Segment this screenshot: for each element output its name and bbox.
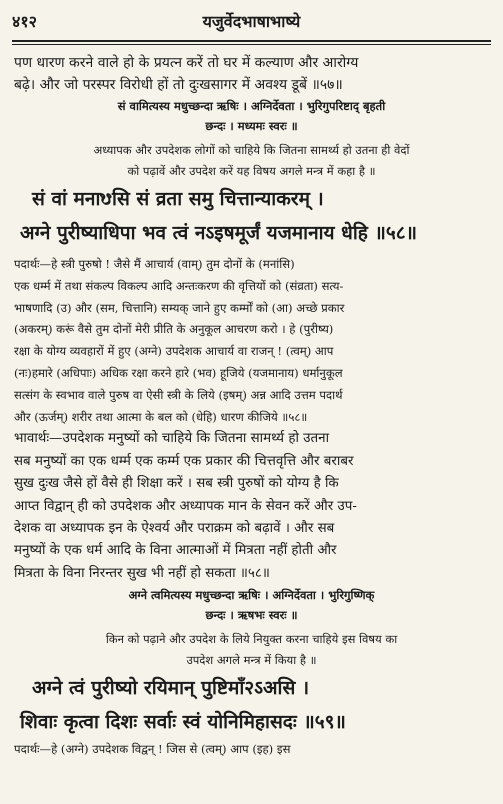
rishi-line: अग्ने त्वमित्यस्य मधुच्छन्दा ऋषिः । अग्निर्देवता । भुरिगुष्णिक् <box>128 588 375 603</box>
padartha-line: एक धर्म्म में तथा संकल्प विकल्प आदि अन्तःकरण की वृत्तियों को (संव्रता) सत्य- <box>14 278 344 293</box>
padartha-line: भाषणादि (उ) और (सम, चित्तानि) सम्यक् जाने हुए कर्म्मों को (आ) अच्छे प्रकार <box>14 300 345 315</box>
page-content <box>14 52 489 761</box>
mantra-line: सं वां मनाᳪसि सं व्रता समु चित्तान्याकरम् । <box>32 188 324 210</box>
intro-line: किन को पढ़ाने और उपदेश के लिये नियुक्त करना चाहिये इस विषय का <box>105 632 398 647</box>
text-line: पण धारण करने वाले हो के प्रयत्न करें तो घर में कल्याण और आरोग्य <box>14 55 359 71</box>
intro-line: उपदेश अगले मन्त्र में किया है ॥ <box>186 653 317 668</box>
padartha-line: (अकरम्) करूं वैसे तुम दोनों मेरी प्रीति के अनुकूल आचरण करो । हे (पुरीष्य) <box>14 322 334 337</box>
bhavartha-line: मित्रता के विना निरन्तर सुख भी नहीं हो सकता ॥५८॥ <box>14 565 270 581</box>
bhavartha-line: मनुष्यों के एक धर्म आदि के विना आत्माओं में मित्रता नहीं होती और <box>14 543 337 559</box>
header-rule-thin <box>12 44 491 45</box>
page-number: ४१२ <box>12 12 37 31</box>
rishi-line: सं वामित्यस्य मधुच्छन्दा ऋषिः । अग्निर्देवता । भुरिगुपरिष्टाद् बृहती <box>117 99 386 113</box>
chhanda-line: छन्दः । मध्यमः स्वरः ॥ <box>205 119 298 133</box>
page-header <box>12 8 491 34</box>
padartha-line: (नः)हमारे (अधिपाः) अधिक रक्षा करने हारे (भव) हूजिये (यजमानाय) धर्मानुकूल <box>14 365 343 380</box>
mantra-line: शिवाः कृत्वा दिशः सर्वाः स्वं योनिमिहासदः ॥५९॥ <box>20 711 346 734</box>
bhavartha-line: सब मनुष्यों का एक धर्म्म एक कर्म्म एक प्रकार की चित्तवृत्ति और बराबर <box>14 453 354 469</box>
padartha-line: पदार्थः—हे (अग्ने) उपदेशक विद्वन् ! जिस से (त्वम्) आप (इह) इस <box>14 742 291 757</box>
mantra-line: अग्ने त्वं पुरीष्यो रयिमान् पुष्टिमाँ२ऽअसि । <box>32 677 310 700</box>
mantra-line: अग्ने पुरीष्याधिपा भव त्वं नऽइषमूर्जं यजमानाय धेहि ॥५८॥ <box>20 222 418 244</box>
header-rule <box>12 40 491 42</box>
chhanda-line: छन्दः । ऋषभः स्वरः ॥ <box>205 608 298 623</box>
text-line: बढ़े। और जो परस्पर विरोधी हों तो दुःखसागर में अवश्य डूबें ॥५७॥ <box>14 77 343 93</box>
bhavartha-line: सुख दुःख जैसे हों वैसे ही शिक्षा करें । सब स्त्री पुरुषों को योग्य है कि <box>14 476 339 492</box>
intro-line: को पढ़ावें और उपदेश करें यह विषय अगले मन्त्र में कहा है ॥ <box>127 164 376 178</box>
padartha-line: सत्संग के स्वभाव वाले पुरुष वा ऐसी स्त्री के लिये (इषम्) अन्न आदि उत्तम पदार्थ <box>14 387 343 402</box>
padartha-line: रक्षा के योग्य व्यवहारों में हुए (अग्ने) उपदेशक आचार्य वा राजन् ! (त्वम्) आप <box>14 344 334 359</box>
running-title: यजुर्वेदभाषाभाष्ये <box>202 12 301 31</box>
bhavartha-line: देशक वा अध्यापक इन के ऐश्वर्य और पराक्रम को बढ़ावें । और सब <box>14 521 335 536</box>
padartha-line: पदार्थः—हे स्त्री पुरुषो ! जैसे मैं आचार्य (वाम्) तुम दोनों के (मनांसि) <box>14 257 295 271</box>
intro-line: अध्यापक और उपदेशक लोगों को चाहिये कि जितना सामर्थ्य हो उतना ही वेदों <box>93 143 410 157</box>
bhavartha-line: आप्त विद्वान् ही को उपदेशक और अध्यापक मान के सेवन करें और उप- <box>14 498 357 514</box>
bhavartha-line: भावार्थः—उपदेशक मनुष्यों को चाहिये कि जितना सामर्थ्य हो उतना <box>14 431 330 447</box>
padartha-line: और (ऊर्जम्) शरीर तथा आत्मा के बल को (धेहि) धारण कीजिये ॥५८॥ <box>14 409 308 424</box>
